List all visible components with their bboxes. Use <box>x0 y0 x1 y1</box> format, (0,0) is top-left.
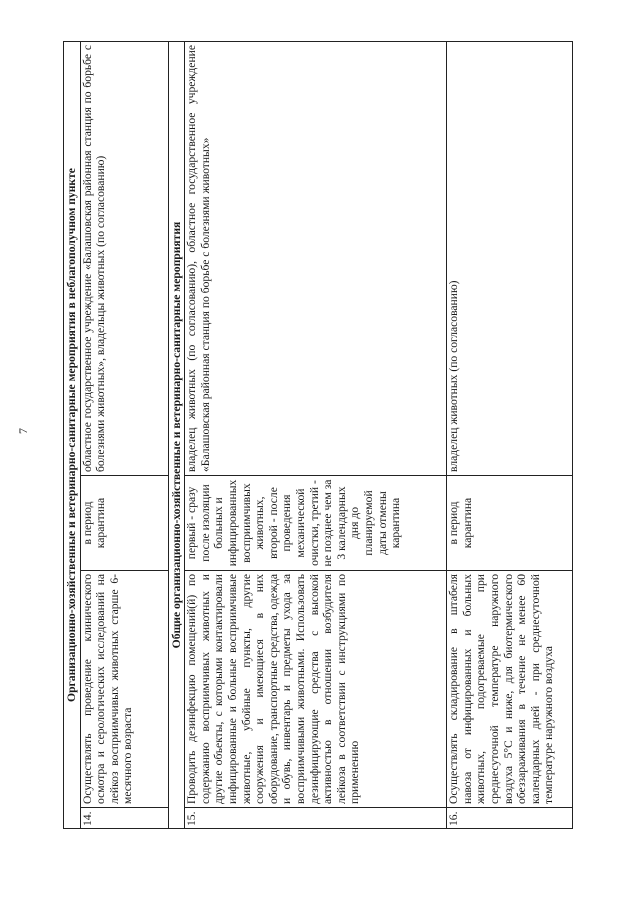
table-row <box>185 41 447 828</box>
table-row <box>447 41 573 828</box>
row-number: 15. <box>185 808 447 829</box>
row-number: 16. <box>447 808 573 829</box>
table-row <box>80 41 168 828</box>
responsible-cell: владелец животных (по согласованию), областное государственное учреждение «Балашовская районная станция по борьбе с болезнями животных» <box>185 41 447 475</box>
measure-cell: Осуществлять проведение клинического осмотра и серологических исследований на лейкоз восприимчивых животных старше 6-месячного возраста <box>80 571 168 808</box>
page-number: 7 <box>16 428 30 434</box>
section-row-general <box>168 41 185 828</box>
section-heading-special: Организационно-хозяйственные и ветеринарно-санитарные мероприятия в неблагополучном пункте <box>64 41 81 828</box>
period-cell: в период карантина <box>447 476 573 571</box>
row-number: 14. <box>80 808 168 829</box>
measure-cell: Осуществлять складирование в штабеля навоза от инфицированных и больных животных, подогреваемые при среднесуточной температуре наружного воздуха 5°С и ниже, для биотермического обеззараживания в течение не менее 60 календарных дней - при среднесуточной температуре наружного воздуха <box>447 571 573 808</box>
section-heading-general: Общие организационно-хозяйственные и ветеринарно-санитарные мероприятия <box>168 41 185 828</box>
rotated-content <box>63 42 593 829</box>
measures-table <box>63 41 573 829</box>
measure-cell: Проводить дезинфекцию помещений(й) по содержанию восприимчивых животных и другие объекты, с которыми контактировали инфицированные и больные восприимчивые животные, убойные пункты, другие сооружения и имеющиеся в них оборудование, транспортные средства, одежда и обувь, инвентарь и предметы ухода за восприимчивыми животными. Использовать дезинфицирующие средства с высокой активностью в отношении возбудителя лейкоза в соответствии с инструкциями по применению <box>185 571 447 808</box>
responsible-cell: владелец животных (по согласованию) <box>447 41 573 475</box>
section-row-special <box>64 41 81 828</box>
period-cell: в период карантина <box>80 476 168 571</box>
responsible-cell: областное государственное учреждение «Балашовская районная станция по борьбе с болезнями животных», владельцы животных (по согласованию) <box>80 41 168 475</box>
period-cell: первый - сразу после изоляции больных и инфицированных восприимчивых животных, второй - после проведения механической очистки, третий - не позднее чем за 3 календарных дня до планируемой даты отмены карантина <box>185 476 447 571</box>
